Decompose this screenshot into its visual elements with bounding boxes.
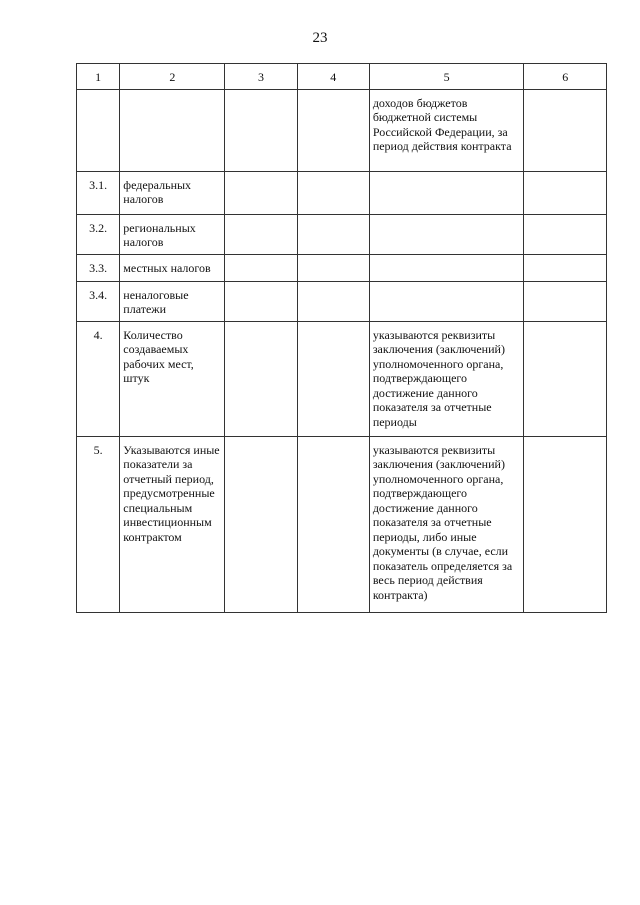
value-cell bbox=[524, 436, 607, 612]
indicator-cell: местных налогов bbox=[120, 254, 225, 281]
table-row bbox=[77, 281, 607, 321]
table-header-row bbox=[77, 64, 607, 90]
value-cell bbox=[297, 281, 369, 321]
details-cell: доходов бюджетов бюджетной системы Российской Федерации, за период действия контракта bbox=[369, 89, 524, 171]
value-cell bbox=[297, 321, 369, 436]
table-row bbox=[77, 171, 607, 214]
indicator-cell: региональных налогов bbox=[120, 214, 225, 254]
column-header: 3 bbox=[225, 64, 297, 90]
details-cell bbox=[369, 171, 524, 214]
row-number-cell: 3.3. bbox=[77, 254, 120, 281]
table-row bbox=[77, 214, 607, 254]
column-header: 5 bbox=[369, 64, 524, 90]
table-row bbox=[77, 321, 607, 436]
value-cell bbox=[524, 171, 607, 214]
table-row bbox=[77, 254, 607, 281]
indicator-cell: Указываются иные показатели за отчетный период, предусмотренные специальным инвестиционным контрактом bbox=[120, 436, 225, 612]
indicator-cell: федеральных налогов bbox=[120, 171, 225, 214]
row-number-cell: 3.4. bbox=[77, 281, 120, 321]
details-cell: указываются реквизиты заключения (заключений) уполномоченного органа, подтверждающего достижение данного показателя за отчетные периоды, либо иные документы (в случае, если показатель определяется за весь период действия контракта) bbox=[369, 436, 524, 612]
row-number-cell: 3.1. bbox=[77, 171, 120, 214]
value-cell bbox=[225, 321, 297, 436]
row-number-cell: 3.2. bbox=[77, 214, 120, 254]
value-cell bbox=[297, 171, 369, 214]
value-cell bbox=[297, 89, 369, 171]
column-header: 6 bbox=[524, 64, 607, 90]
value-cell bbox=[524, 281, 607, 321]
column-header: 4 bbox=[297, 64, 369, 90]
value-cell bbox=[297, 436, 369, 612]
value-cell bbox=[225, 254, 297, 281]
details-cell: указываются реквизиты заключения (заключений) уполномоченного органа, подтверждающего достижение данного показателя за отчетные периоды bbox=[369, 321, 524, 436]
indicator-cell: Количество создаваемых рабочих мест, штук bbox=[120, 321, 225, 436]
value-cell bbox=[524, 89, 607, 171]
row-number-cell: 4. bbox=[77, 321, 120, 436]
value-cell bbox=[225, 171, 297, 214]
column-header: 2 bbox=[120, 64, 225, 90]
value-cell bbox=[225, 214, 297, 254]
indicator-cell bbox=[120, 89, 225, 171]
value-cell bbox=[524, 254, 607, 281]
value-cell bbox=[524, 321, 607, 436]
table-row bbox=[77, 89, 607, 171]
column-header: 1 bbox=[77, 64, 120, 90]
report-table bbox=[76, 63, 607, 613]
details-cell bbox=[369, 281, 524, 321]
value-cell bbox=[297, 214, 369, 254]
value-cell bbox=[297, 254, 369, 281]
value-cell bbox=[225, 281, 297, 321]
value-cell bbox=[225, 89, 297, 171]
page-number: 23 bbox=[312, 30, 328, 46]
indicator-cell: неналоговые платежи bbox=[120, 281, 225, 321]
details-cell bbox=[369, 254, 524, 281]
row-number-cell bbox=[77, 89, 120, 171]
row-number-cell: 5. bbox=[77, 436, 120, 612]
table-row bbox=[77, 436, 607, 612]
value-cell bbox=[524, 214, 607, 254]
details-cell bbox=[369, 214, 524, 254]
value-cell bbox=[225, 436, 297, 612]
